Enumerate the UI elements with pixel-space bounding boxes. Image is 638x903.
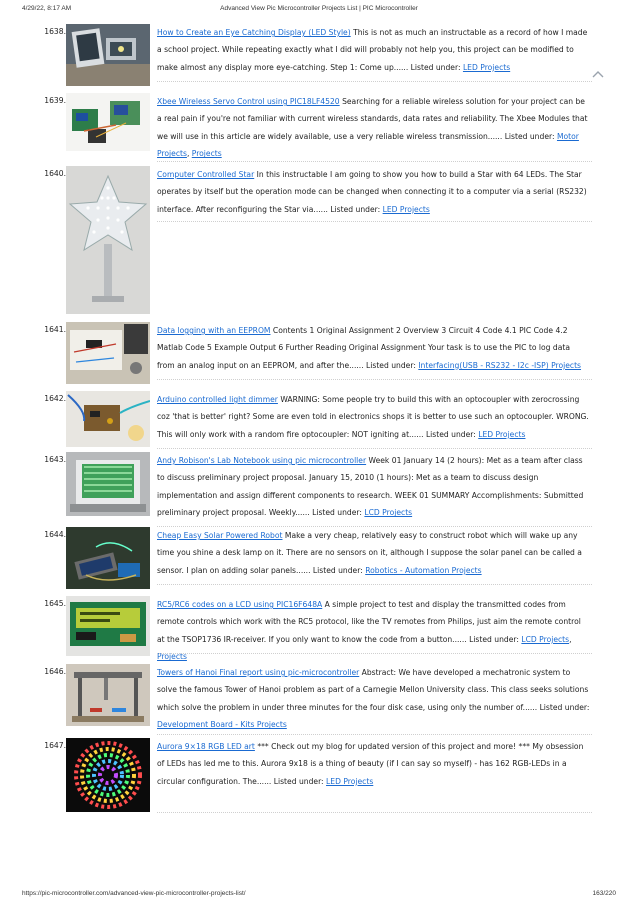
entry-description: Week 01 January 14 (2 hours): Met as a team after class to discuss preliminary project proposal. January 15, 2010 (1 hours): Met as a team to discuss design implementation and assign different components to research. WEEK 01 SUMMARY Accomplishments: Submitted preliminary project proposal. Weekly...... <box>157 456 584 518</box>
entry-divider <box>157 653 592 654</box>
solar-robot-photo-icon[interactable] <box>66 527 150 589</box>
entry-title-link[interactable]: Aurora 9×18 RGB LED art <box>157 742 255 751</box>
chevron-up-icon[interactable] <box>592 69 604 79</box>
category-link[interactable]: LED Projects <box>382 204 430 214</box>
entry-number: 1638. <box>44 27 66 36</box>
entry-description: Make a very cheap, relatively easy to construct robot which will wake up any time you shine a desk lamp on it. There are no sensors on it, although I suppose the solar panel can be called a sensor. I plan on adding solar panels...... <box>157 531 582 575</box>
entry-text <box>157 24 590 76</box>
listed-under-label: Listed under: <box>330 204 381 214</box>
entry-divider <box>157 734 592 735</box>
entry-description: Contents 1 Original Assignment 2 Overview 3 Circuit 4 Code 4.1 PIC Code 4.2 Matlab Code 5 Example Output 6 Further Reading Original Assignment Your task is to use the PIC to log data from an analog input on an EEPROM, and after the...... <box>157 326 570 370</box>
xbee-board-photo-icon[interactable] <box>66 93 150 151</box>
entry-number: 1641. <box>44 325 66 334</box>
entry-text <box>157 322 590 374</box>
entry-number: 1640. <box>44 169 66 178</box>
entry-title-link[interactable]: Towers of Hanoi Final report using pic-microcontroller <box>157 668 360 677</box>
category-link[interactable]: Robotics - Automation Projects <box>365 565 482 575</box>
category-link[interactable]: LCD Projects <box>364 508 413 518</box>
entry-divider <box>157 161 592 162</box>
category-link[interactable]: Projects <box>191 149 222 159</box>
led-display-photo-icon[interactable] <box>66 24 150 86</box>
entry-divider <box>157 221 592 222</box>
entry-description: Searching for a reliable wireless solution for your project can be a real pain if you're not familiar with current wireless standards, data rates and reliability. The Xbee Modules that we will use in this article are widely available, use a very reliable wireless transmission...... <box>157 97 588 141</box>
lcd-module-photo-icon[interactable] <box>66 596 150 656</box>
entry-description: A simple project to test and display the transmitted codes from remote controls which work with the RC5 protocol, like the TV remotes from Philips, just aim the remote control at the TSOP1736 IR-receiver. If you only want to know the code from a button...... <box>157 600 581 644</box>
entry-divider <box>157 379 592 380</box>
entry-title-link[interactable]: Data logging with an EEPROM <box>157 326 271 335</box>
breadboard-photo-icon[interactable] <box>66 322 150 384</box>
print-page-number: 163/220 <box>592 890 616 897</box>
entry-text: Xbee Wireless Servo Control using PIC18LF4520 Searching for a reliable wireless solution for your project can be a real pain if you're not familiar with current wireless standards, data rates and reliability. The Xbee Modules that we will use in this article are widely available, use a very reliable wireless transmission...... Listed under: Motor Projects, Projects <box>157 97 588 159</box>
entry-divider <box>157 812 592 813</box>
entry-title-link[interactable]: Andy Robison's Lab Notebook using pic microcontroller <box>157 456 367 465</box>
entry-title-link[interactable]: Arduino controlled light dimmer <box>157 395 278 404</box>
entry-divider <box>157 584 592 585</box>
entry-title-link[interactable]: RC5/RC6 codes on a LCD using PIC16F648A <box>157 600 323 609</box>
category-link[interactable]: Interfacing(USB - RS232 - I2c -ISP) Projects <box>418 360 582 370</box>
entry-description: *** Check out my blog for updated version of this project and more! *** My obsession of LEDs has led me to this. Aurora 9x18 is a thing of beauty (if I can say so myself) - has 162 RGB-LEDs in a circular configuration. The...... <box>157 742 584 786</box>
category-link[interactable]: Motor Projects <box>157 131 579 159</box>
category-link[interactable]: LED Projects <box>326 776 374 786</box>
print-footer <box>0 885 638 903</box>
entry-title-link[interactable]: Xbee Wireless Servo Control using PIC18LF4520 <box>157 97 340 106</box>
entry-text <box>157 664 590 734</box>
print-header <box>0 0 638 16</box>
entry-number: 1643. <box>44 455 66 464</box>
entry-number: 1644. <box>44 530 66 539</box>
entry-title-link[interactable]: Computer Controlled Star <box>157 170 255 179</box>
entry-title-link[interactable]: Cheap Easy Solar Powered Robot <box>157 531 283 540</box>
category-link[interactable]: Projects <box>157 652 187 662</box>
entry-text <box>157 452 590 522</box>
entry-number: 1642. <box>44 394 66 403</box>
entry-number: 1639. <box>44 96 66 105</box>
led-matrix-photo-icon[interactable] <box>66 452 150 516</box>
entry-description: This is not as much an instructable as a record of how I made a school project. While repeating exactly what I did will probably not help you, this project can be modified to make almost any display more eye-catching. Step 1: Come up...... <box>157 28 588 72</box>
entry-text <box>157 391 590 443</box>
entry-divider <box>157 448 592 449</box>
listed-under-label: Listed under: <box>312 508 362 518</box>
listed-under-label: Listed under: <box>273 776 324 786</box>
listed-under-label: Listed under: <box>312 565 363 575</box>
entry-text: RC5/RC6 codes on a LCD using PIC16F648A A simple project to test and display the transmitted codes from remote controls which work with the RC5 protocol, like the TV remotes from Philips, just aim the remote control at the TSOP1736 IR-receiver. If you only want to know the code from a button...... Listed under: LCD Projects, Projects <box>157 600 581 662</box>
category-link[interactable]: LCD Projects <box>521 634 570 644</box>
category-link[interactable]: LED Projects <box>462 62 511 72</box>
listed-under-label: Listed under: <box>366 360 416 370</box>
entry-text <box>157 738 590 790</box>
entry-text <box>157 166 590 218</box>
listed-under-label: Listed under: <box>469 634 519 644</box>
print-url: https://pic-microcontroller.com/advanced-view-pic-microcontroller-projects-list/ <box>22 890 246 897</box>
print-doc-title: Advanced View Pic Microcontroller Projects List | PIC Microcontroller <box>220 5 418 12</box>
entry-description: In this instructable I am going to show you how to build a Star with 64 LEDs. The Star operates by itself but the operation mode can be changed when connecting it to a computer via a serial (RS232) interface. After reconfiguring the Star via...... <box>157 170 587 214</box>
dimmer-circuit-photo-icon[interactable] <box>66 391 150 447</box>
entry-text <box>157 527 590 579</box>
led-star-photo-icon[interactable] <box>66 166 150 314</box>
category-link[interactable]: LED Projects <box>478 429 526 439</box>
rgb-led-ring-photo-icon[interactable] <box>66 738 150 812</box>
entry-number: 1646. <box>44 667 66 676</box>
listed-under-label: Listed under: <box>425 429 476 439</box>
listed-under-label: Listed under: <box>539 702 590 712</box>
hanoi-machine-photo-icon[interactable] <box>66 664 150 726</box>
category-link[interactable]: Development Board - Kits Projects <box>157 720 287 730</box>
entry-description: Abstract: We have developed a mechatronic system to solve the famous Tower of Hanoi problem as part of a Carnegie Mellon University class. This class seeks solutions which solve the problem in under three minutes for the four disk case, using only the number of...... <box>157 668 589 712</box>
listed-under-label: Listed under: <box>410 62 461 72</box>
entry-number: 1645. <box>44 599 66 608</box>
entry-title-link[interactable]: How to Create an Eye Catching Display (LED Style) <box>157 28 351 37</box>
entry-divider <box>157 81 592 82</box>
entry-description: WARNING: Some people try to build this with an optocoupler with zerocrossing coz 'that is better' right? Some are even told in electronics shops it is better to use such an optocoupler. WRONG. This will only work with a random fire optocoupler: NOT igniting at...... <box>157 395 589 439</box>
print-datetime: 4/29/22, 8:17 AM <box>22 5 72 12</box>
listed-under-label: Listed under: <box>504 131 555 141</box>
entry-number: 1647. <box>44 741 66 750</box>
